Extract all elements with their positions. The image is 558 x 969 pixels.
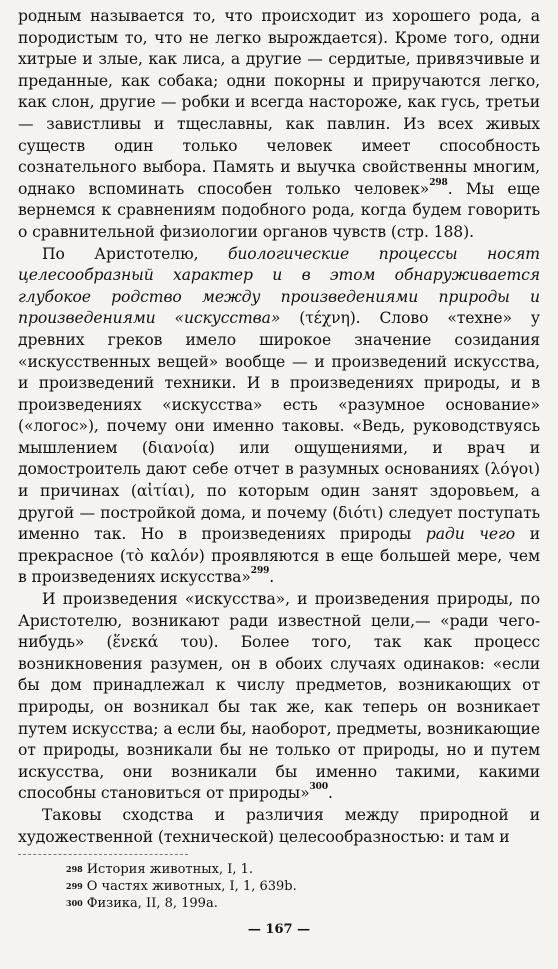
paragraph [18, 244, 540, 590]
paragraph [18, 805, 540, 848]
footnotes [66, 861, 540, 912]
italic-text: ради чего [425, 525, 516, 544]
footnote-ref: 300 [309, 782, 329, 793]
footnote-ref: 298 [429, 177, 448, 188]
footnote [66, 878, 540, 895]
text-segment: Таковы сходства и различия между природной и художественной (технической) целесообразностью: и там и [18, 805, 540, 846]
italic-text: биологические процессы носят целесообразный характер и в этом обнаруживается глубокое родство между произведениями природы и произведениями «искусства» [18, 244, 540, 328]
footnote [66, 895, 540, 912]
paragraph [18, 6, 540, 244]
text-segment: . Мы еще вернемся к сравнениям подобного рода, когда будем говорить о сравнительной физиологии органов чувств (стр. 188). [18, 179, 540, 241]
footnote-number: 299 [66, 881, 83, 892]
footnote-ref: 299 [250, 566, 270, 577]
text-segment: . [328, 784, 333, 803]
footnote-number: 298 [66, 864, 83, 875]
body-text [18, 6, 540, 848]
paragraph [18, 589, 540, 805]
page-number: — 167 — [247, 922, 311, 938]
text-segment: По Аристотелю, [42, 244, 228, 263]
text-segment: (τέχνη). Слово «техне» у древних греков имело широкое значение созидания «искусственных вещей» вообще — и произведений искусства, и произведений техники. И в произведениях природы, и в произведениях «искусства» есть «разумное основание» («логос»), почему они именно таковы. «Ведь, руководствуясь мышлением (διανοία) или ощущениями, и врач и домостроитель дают себе отчет в разумных основаниях (λόγοι) и причинах (αἰτίαι), по которым один занят здоровьем, а другой — постройкой дома, и почему (διότι) следует поступать именно так. Но в произведениях природы [18, 309, 540, 544]
footnote-text: История животных, I, 1. [86, 862, 254, 878]
text-segment: И произведения «искусства», и произведения природы, по Аристотелю, возникают ради известной цели,— «ради чего-нибудь» (ἕνεκά του). Более того, так как процесс возникновения разумен, он в обоих случаях одинаков: «если бы дом принадлежал к числу предметов, возникающих от природы, он возникал бы так же, как теперь он возникает путем искусства; а если бы, наоборот, предметы, возникающие от природы, возникали бы не только от природы, но и путем искусства, они возникали бы именно такими, какими способны становиться от природы» [18, 590, 540, 803]
footnote-number: 300 [66, 898, 83, 909]
footnote [66, 861, 540, 878]
text-segment: . [269, 568, 275, 587]
text-segment: родным называется то, что происходит из хорошего рода, а породистым то, что не легко вырождается). Кроме того, одни хитрые и злые, как лиса, а другие — сердитые, привязчивые и преданные, как собака; одни покорны и приручаются легко, как слон, другие — робки и всегда настороже, как гусь, третьи — завистливы и тщеславны, как павлин. Из всех живых существ один только человек имеет способность сознательного выбора. Память и выучка свойственны многим, однако вспоминать способен только человек» [18, 7, 540, 198]
text-segment: и прекрасное (τὸ καλόν) проявляются в еще большей мере, чем в произведениях искусства» [18, 525, 540, 587]
footnote-divider [18, 854, 188, 855]
footnote-text: Физика, II, 8, 199a. [86, 896, 218, 912]
footnote-text: О частях животных, I, 1, 639b. [86, 879, 297, 895]
